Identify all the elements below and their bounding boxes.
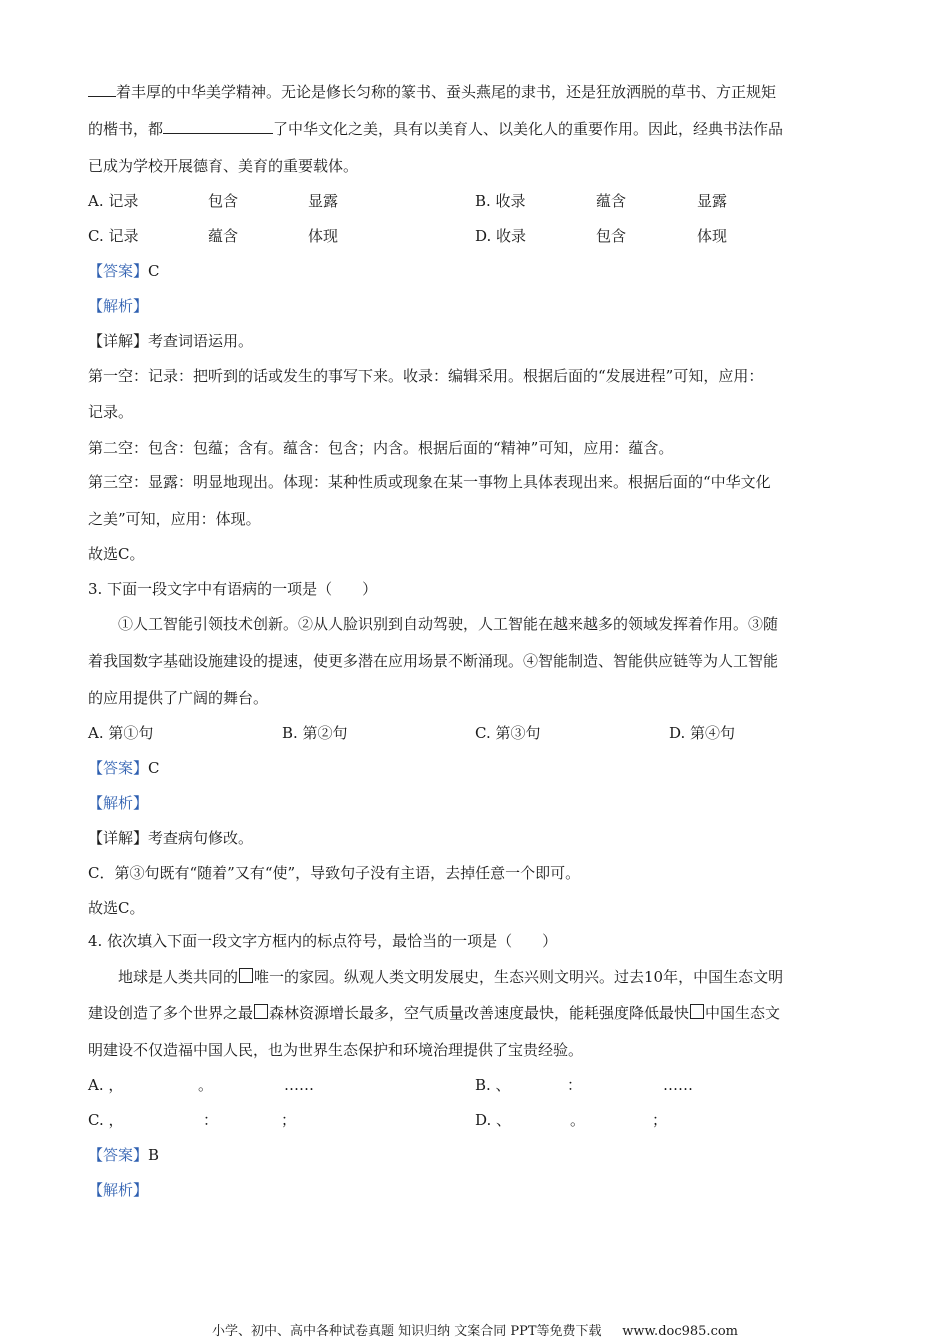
punctuation-box-1	[239, 968, 253, 983]
q2-option-d-word-2: 包含	[596, 227, 627, 245]
q4-option-b-mark-3: ……	[663, 1076, 693, 1094]
q2-option-a-word-3: 显露	[308, 192, 339, 210]
q2-passage-line-3: 已成为学校开展德育、美育的重要载体。	[88, 157, 359, 175]
q2-blank-1-explain-cont: 记录。	[88, 403, 134, 421]
q2-option-a-word-2: 包含	[208, 192, 239, 210]
q3-answer: 【答案】C	[88, 759, 160, 777]
q3-option-d: D. 第④句	[669, 724, 736, 742]
q4-option-a-mark-1: A. ，	[88, 1076, 124, 1094]
q2-option-c-word-3: 体现	[308, 227, 339, 245]
q3-analysis-label: 【解析】	[88, 794, 149, 812]
q2-option-a-word-1: A. 记录	[88, 192, 139, 210]
q3-passage-line-3: 的应用提供了广阔的舞台。	[88, 689, 269, 707]
punctuation-box-2	[254, 1004, 268, 1019]
q3-passage-line-2: 着我国数字基础设施建设的提速，使更多潜在应用场景不断涌现。④智能制造、智能供应链等为人工智能	[88, 652, 779, 670]
q4-passage-line-1: 地球是人类共同的 唯一的家园。纵观人类文明发展史，生态兴则文明兴。过去10年，中国生态文明	[118, 968, 784, 986]
q2-option-c-word-1: C. 记录	[88, 227, 139, 245]
q2-option-d-word-1: D. 收录	[475, 227, 527, 245]
footer-site-link[interactable]: www.doc985.com	[622, 1324, 738, 1339]
q4-analysis-label: 【解析】	[88, 1181, 149, 1199]
q4-option-c-mark-1: C. ，	[88, 1111, 124, 1129]
q4-option-d-mark-2: 。	[570, 1111, 586, 1129]
q2-conclusion: 故选C。	[88, 545, 145, 563]
q4-option-a-mark-3: ……	[284, 1076, 314, 1094]
fill-blank-1	[88, 82, 116, 97]
q2-analysis-label: 【解析】	[88, 297, 149, 315]
q2-option-b-word-3: 显露	[697, 192, 728, 210]
q4-option-d-mark-1: D. 、	[475, 1111, 512, 1129]
q2-passage-line-1: 着丰厚的中华美学精神。无论是修长匀称的篆书、蚕头燕尾的隶书，还是狂放洒脱的草书、方正规矩	[88, 81, 776, 103]
q4-option-a-mark-2: 。	[198, 1076, 214, 1094]
q4-option-d-mark-3: ；	[652, 1111, 668, 1129]
q4-stem: 4. 依次填入下面一段文字方框内的标点符号，最恰当的一项是（ ）	[88, 932, 558, 950]
punctuation-box-3	[690, 1004, 704, 1019]
q2-option-c-word-2: 蕴含	[208, 227, 239, 245]
q2-blank-1-explain: 第一空：记录：把听到的话或发生的事写下来。收录：编辑采用。根据后面的“发展进程”可知，应用：	[88, 367, 764, 385]
q3-explain: C．第③句既有“随着”又有“使”，导致句子没有主语，去掉任意一个即可。	[88, 864, 581, 882]
q3-conclusion: 故选C。	[88, 899, 145, 917]
page-footer: 小学、初中、高中各种试卷真题 知识归纳 文案合同 PPT等免费下载 www.doc985.com	[211, 1324, 738, 1339]
q3-detail: 【详解】考查病句修改。	[88, 829, 254, 847]
q2-option-b-word-2: 蕴含	[596, 192, 627, 210]
q4-passage-line-2: 建设创造了多个世界之最 森林资源增长最多，空气质量改善速度最快，能耗强度降低最快 中国生态文	[88, 1004, 781, 1022]
q4-option-c-mark-2: ：	[203, 1111, 219, 1129]
q2-blank-3-explain-cont: 之美”可知，应用：体现。	[88, 510, 261, 528]
q2-option-b-word-1: B. 收录	[475, 192, 526, 210]
q2-blank-2-explain: 第二空：包含：包蕴；含有。蕴含：包含；内含。根据后面的“精神”可知，应用：蕴含。	[88, 439, 674, 457]
q4-option-b-mark-2: ：	[567, 1076, 583, 1094]
q4-option-b-mark-1: B. 、	[475, 1076, 511, 1094]
q4-answer: 【答案】B	[88, 1146, 160, 1164]
q4-passage-line-3: 明建设不仅造福中国人民，也为世界生态保护和环境治理提供了宝贵经验。	[88, 1041, 584, 1059]
q2-answer: 【答案】C	[88, 262, 160, 280]
q2-passage-line-2: 的楷书，都 了中华文化之美，具有以美育人、以美化人的重要作用。因此，经典书法作品	[88, 120, 784, 138]
q3-option-c: C. 第③句	[475, 724, 541, 742]
q2-blank-3-explain: 第三空：显露：明显地现出。体现：某种性质或现象在某一事物上具体表现出来。根据后面的“中华文化	[88, 473, 771, 491]
q3-option-b: B. 第②句	[282, 724, 348, 742]
q2-option-d-word-3: 体现	[697, 227, 728, 245]
q3-stem: 3. 下面一段文字中有语病的一项是（ ）	[88, 580, 378, 598]
q3-option-a: A. 第①句	[88, 724, 154, 742]
q3-passage-line-1: ①人工智能引领技术创新。②从人脸识别到自动驾驶，人工智能在越来越多的领域发挥着作用。③随	[118, 615, 779, 633]
fill-blank-3	[163, 119, 273, 134]
q2-detail: 【详解】考查词语运用。	[88, 332, 254, 350]
q4-option-c-mark-3: ；	[281, 1111, 297, 1129]
